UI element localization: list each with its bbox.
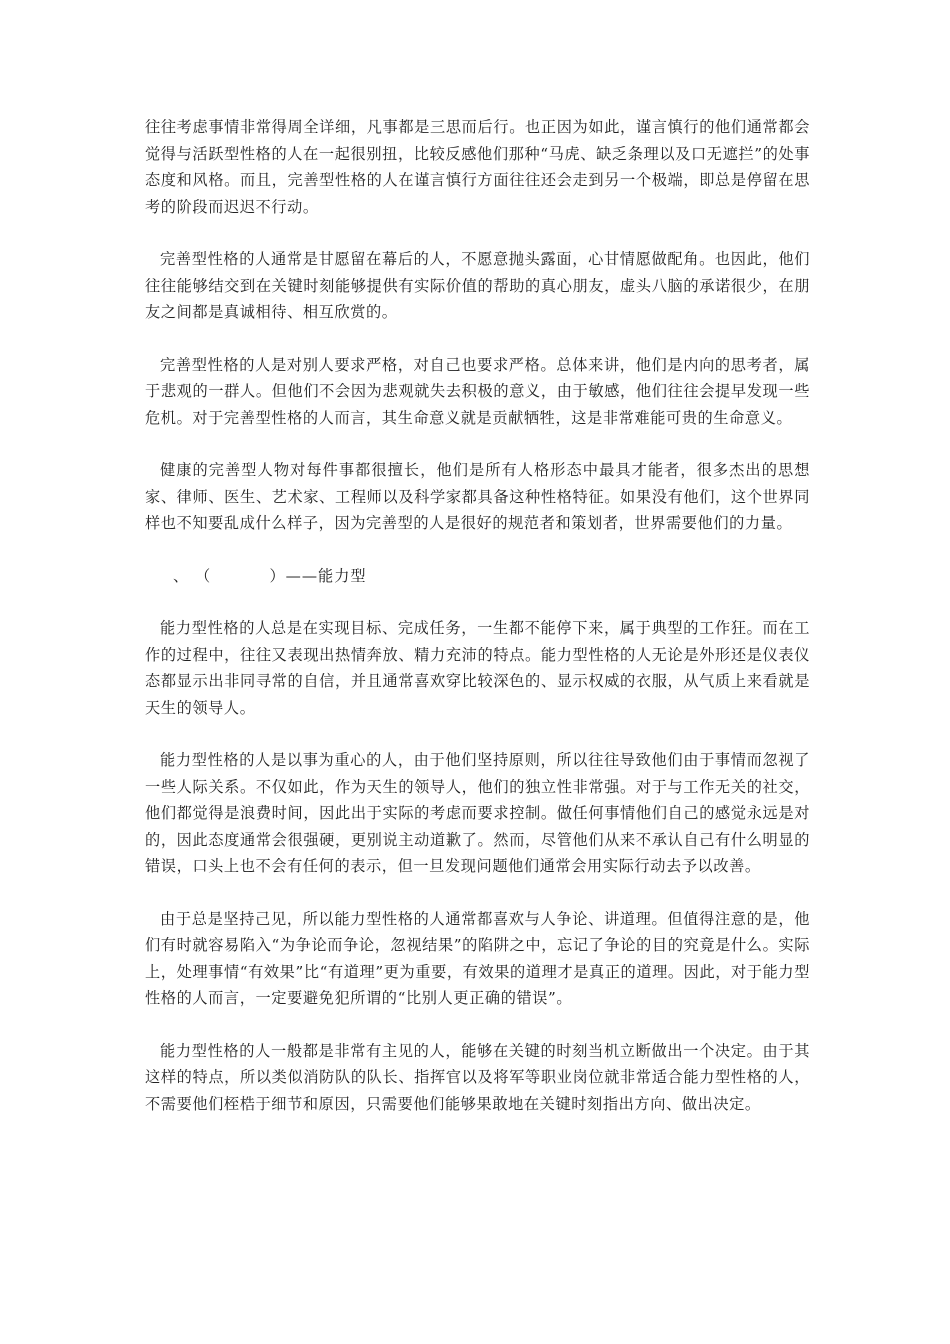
paragraph-2: 完善型性格的人通常是甘愿留在幕后的人，不愿意抛头露面，心甘情愿做配角。也因此，他们往往能够结交到在关键时刻能够提供有实际价值的帮助的真心朋友，虚头八脑的承诺很少，在朋友之间都是真诚相待、相互欣赏的。	[145, 250, 810, 321]
document-page	[145, 114, 810, 1117]
paragraph-gap	[145, 537, 810, 563]
paragraph-gap	[145, 1012, 810, 1038]
paragraph-gap	[145, 431, 810, 457]
paragraph-7: 由于总是坚持己见，所以能力型性格的人通常都喜欢与人争论、讲道理。但值得注意的是，他们有时就容易陷入“为争论而争论，忽视结果”的陷阱之中，忘记了争论的目的究竟是什么。实际上，处理事情“有效果”比“有道理”更为重要，有效果的道理才是真正的道理。因此，对于能力型性格的人而言，一定要避免犯所谓的“比别人更正确的错误”。	[145, 909, 810, 1007]
paragraph-5: 能力型性格的人总是在实现目标、完成任务，一生都不能停下来，属于典型的工作狂。而在工作的过程中，往往又表现出热情奔放、精力充沛的特点。能力型性格的人无论是外形还是仪表仪态都显示出非同寻常的自信，并且通常喜欢穿比较深色的、显示权威的衣服，从气质上来看就是天生的领导人。	[145, 619, 810, 717]
paragraph-gap	[145, 880, 810, 906]
paragraph-3: 完善型性格的人是对别人要求严格，对自己也要求严格。总体来讲，他们是内向的思考者，属于悲观的一群人。但他们不会因为悲观就失去积极的意义，由于敏感，他们往往会提早发现一些危机。对于完善型性格的人而言，其生命意义就是贡献牺牲，这是非常难能可贵的生命意义。	[145, 355, 810, 427]
paragraph-1: 往往考虑事情非常得周全详细，凡事都是三思而后行。也正因为如此，谨言慎行的他们通常都会觉得与活跃型性格的人在一起很别扭，比较反感他们那种“马虎、缺乏条理以及口无遮拦”的处事态度和风格。而且，完善型性格的人在谨言慎行方面往往还会走到另一个极端，即总是停留在思考的阶段而迟迟不行动。	[145, 118, 810, 216]
section-heading: 、 （ ）——能力型	[173, 566, 367, 585]
paragraph-gap	[145, 220, 810, 246]
paragraph-gap	[145, 721, 810, 747]
paragraph-8: 能力型性格的人一般都是非常有主见的人，能够在关键的时刻当机立断做出一个决定。由于其这样的特点，所以类似消防队的队长、指挥官以及将军等职业岗位就非常适合能力型性格的人，不需要他们桎梏于细节和原因，只需要他们能够果敢地在关键时刻指出方向、做出决定。	[145, 1041, 810, 1113]
paragraph-4: 健康的完善型人物对每件事都很擅长，他们是所有人格形态中最具才能者，很多杰出的思想家、律师、医生、艺术家、工程师以及科学家都具备这种性格特征。如果没有他们，这个世界同样也不知要乱成什么样子，因为完善型的人是很好的规范者和策划者，世界需要他们的力量。	[145, 461, 810, 532]
paragraph-gap	[145, 326, 810, 352]
paragraph-gap	[145, 589, 810, 615]
paragraph-6: 能力型性格的人是以事为重心的人，由于他们坚持原则，所以往往导致他们由于事情而忽视了一些人际关系。不仅如此，作为天生的领导人，他们的独立性非常强。对于与工作无关的社交，他们都觉得是浪费时间，因此出于实际的考虑而要求控制。做任何事情他们自己的感觉永远是对的，因此态度通常会很强硬，更别说主动道歉了。然而，尽管他们从来不承认自己有什么明显的错误，口头上也不会有任何的表示，但一旦发现问题他们通常会用实际行动去予以改善。	[145, 751, 810, 875]
